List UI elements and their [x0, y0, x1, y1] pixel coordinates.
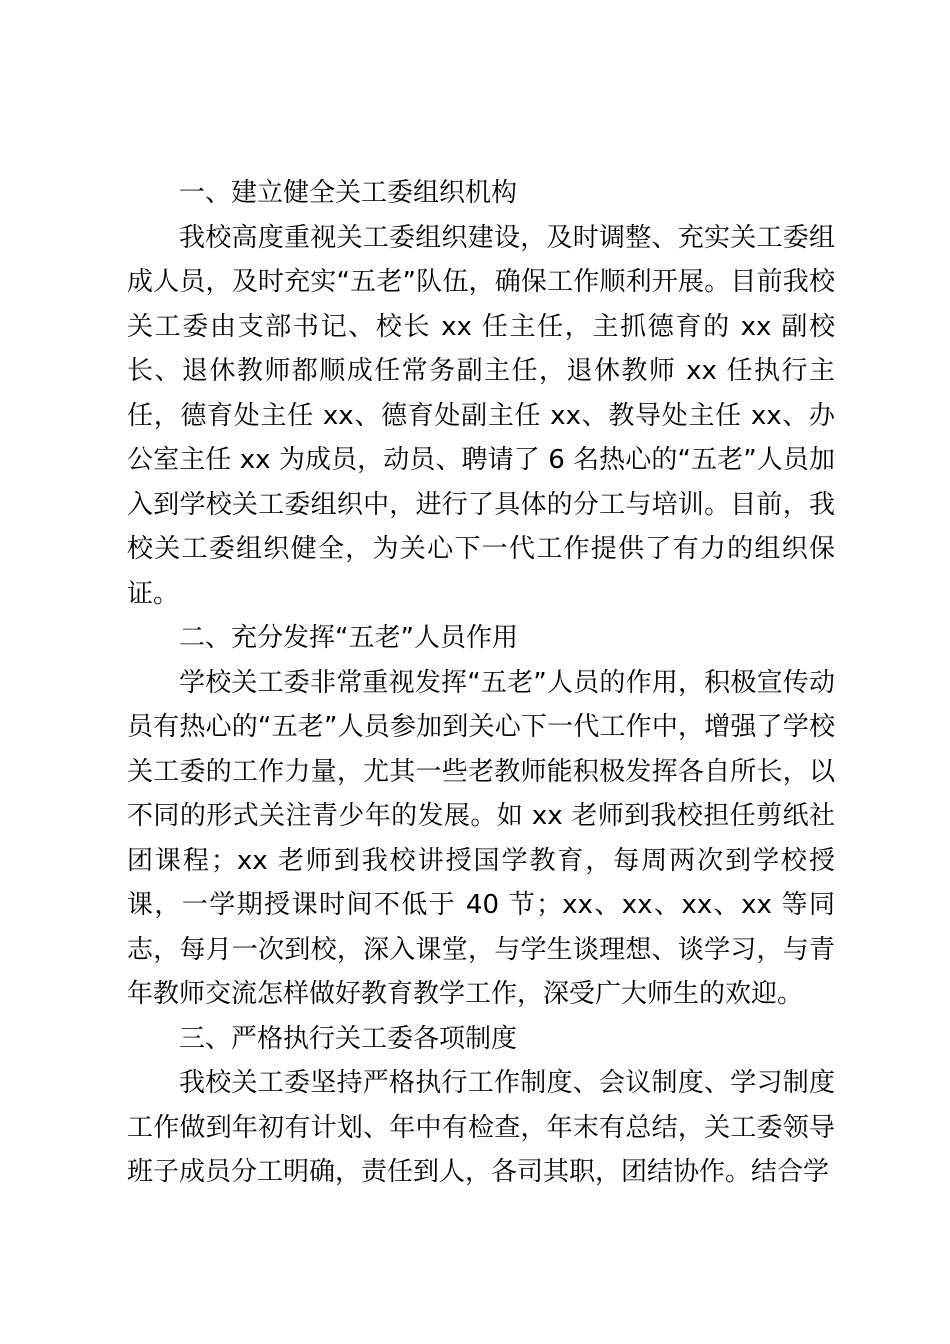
- section-paragraph-3: 我校关工委坚持严格执行工作制度、会议制度、学习制度工作做到年初有计划、年中有检查，年末有总结，关工委领导班子成员分工明确，责任到人，各司其职，团结协作。结合学: [127, 1068, 835, 1187]
- section-paragraph-2: 学校关工委非常重视发挥“五老”人员的作用，积极宣传动员有热心的“五老”人员参加到关心下一代工作中，增强了学校关工委的工作力量，尤其一些老教师能积极发挥各自所长，以不同的形式关注青少年的发展。如 xx 老师到我校担任剪纸社团课程；xx 老师到我校讲授国学教育，每周两次到学校授课，一学期授课时间不低于 40 节；xx、xx、xx、xx 等同志，每月一次到校，深入课堂，与学生谈理想、谈学习，与青年教师交流怎样做好教育教学工作，深受广大师生的欢迎。: [127, 667, 835, 1009]
- section-paragraph-1: 我校高度重视关工委组织建设，及时调整、充实关工委组成人员，及时充实“五老”队伍，确保工作顺利开展。目前我校关工委由支部书记、校长 xx 任主任，主抓德育的 xx 副校长、退休教师都顺成任常务副主任，退休教师 xx 任执行主任，德育处主任 xx、德育处副主任 xx、教导处主任 xx、办公室主任 xx 为成员，动员、聘请了 6 名热心的“五老”人员加入到学校关工委组织中，进行了具体的分工与培训。目前，我校关工委组织健全，为关心下一代工作提供了有力的组织保证。: [127, 222, 835, 609]
- document-body: [127, 171, 835, 1195]
- section-heading-1: 一、建立健全关工委组织机构: [179, 178, 518, 208]
- section-heading-2: 二、充分发挥“五老”人员作用: [179, 623, 518, 653]
- section-heading-3: 三、严格执行关工委各项制度: [179, 1023, 518, 1054]
